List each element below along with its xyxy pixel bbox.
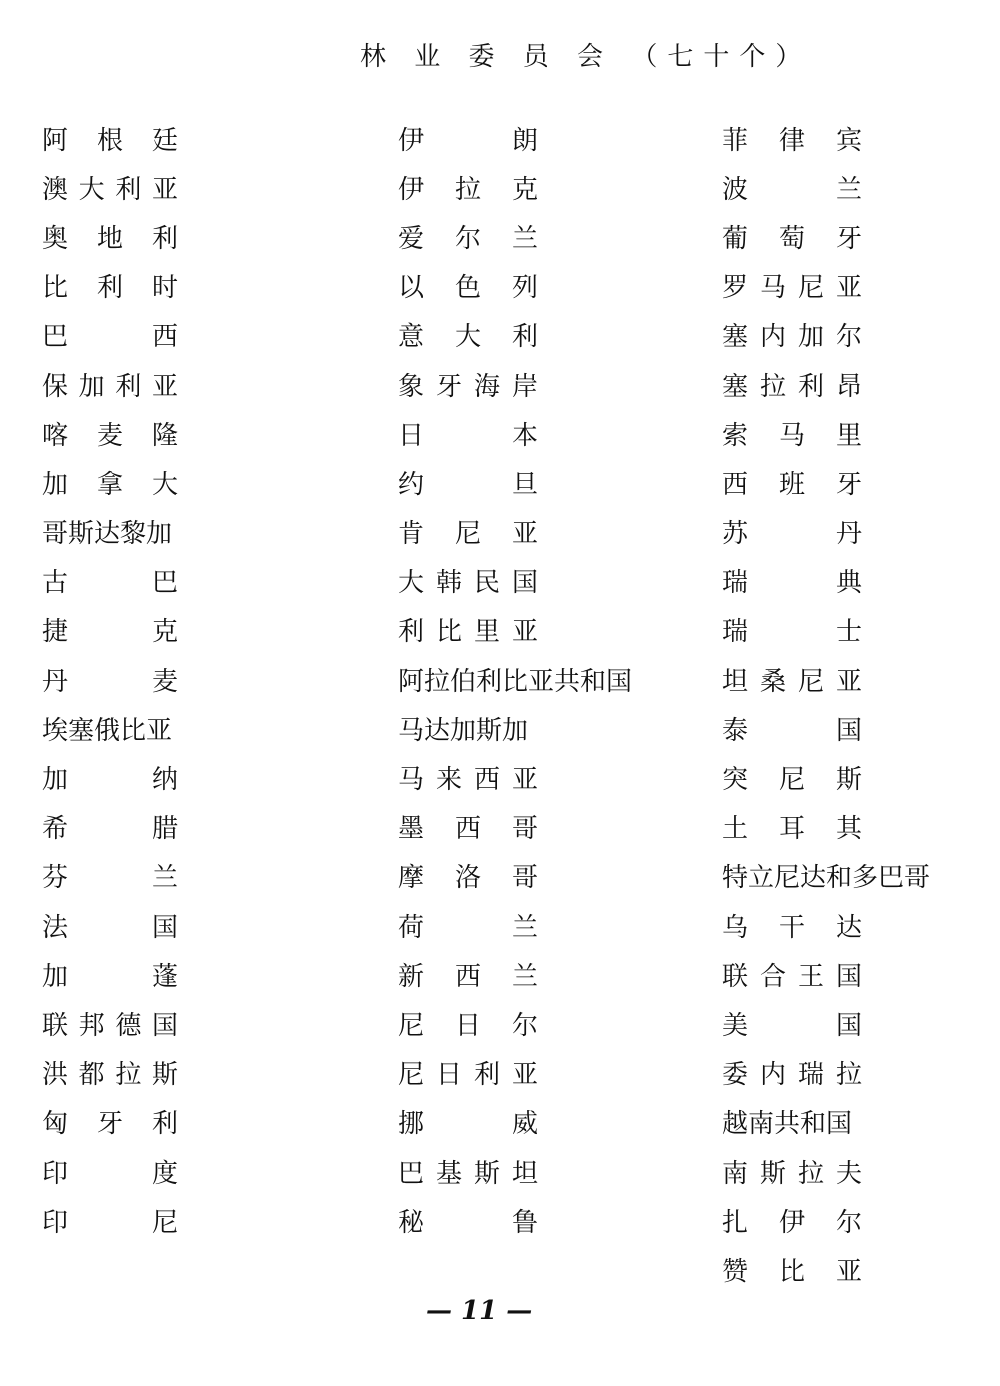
country-name: 挪 威 bbox=[398, 1109, 538, 1140]
country-name: 印 度 bbox=[42, 1158, 178, 1189]
country-name: 罗 马 尼 亚 bbox=[722, 273, 862, 304]
country-name: 哥斯达黎加 bbox=[42, 519, 173, 550]
country-name: 扎 伊 尔 bbox=[722, 1207, 862, 1238]
country-name: 加 蓬 bbox=[42, 961, 178, 992]
country-name: 阿 根 廷 bbox=[42, 125, 178, 156]
country-name: 墨 西 哥 bbox=[398, 814, 538, 845]
committee-title: 林 业 委 员 会 （七十个） bbox=[360, 42, 812, 72]
country-name: 南 斯 拉 夫 bbox=[722, 1158, 862, 1189]
country-name: 荷 兰 bbox=[398, 912, 538, 943]
country-name: 秘 鲁 bbox=[398, 1207, 538, 1238]
country-name: 马达加斯加 bbox=[398, 715, 529, 746]
country-name: 瑞 士 bbox=[722, 617, 862, 648]
country-column-1 bbox=[42, 116, 192, 1247]
country-name: 瑞 典 bbox=[722, 568, 862, 599]
country-name: 希 腊 bbox=[42, 814, 178, 845]
country-name: 联 合 王 国 bbox=[722, 961, 862, 992]
country-name: 土 耳 其 bbox=[722, 814, 862, 845]
country-column-2 bbox=[398, 116, 648, 1247]
country-name: 大 韩 民 国 bbox=[398, 568, 538, 599]
country-name: 丹 麦 bbox=[42, 666, 178, 697]
country-name: 以 色 列 bbox=[398, 273, 538, 304]
country-name: 芬 兰 bbox=[42, 863, 178, 894]
country-name: 塞 内 加 尔 bbox=[722, 322, 862, 353]
country-name: 爱 尔 兰 bbox=[398, 223, 538, 254]
country-name: 西 班 牙 bbox=[722, 469, 862, 500]
country-name: 埃塞俄比亚 bbox=[42, 715, 173, 746]
country-name: 泰 国 bbox=[722, 715, 862, 746]
country-name: 巴 西 bbox=[42, 322, 178, 353]
country-name: 美 国 bbox=[722, 1010, 862, 1041]
country-name: 约 旦 bbox=[398, 469, 538, 500]
country-name: 利 比 里 亚 bbox=[398, 617, 538, 648]
country-name: 菲 律 宾 bbox=[722, 125, 862, 156]
country-name: 古 巴 bbox=[42, 568, 178, 599]
country-name: 新 西 兰 bbox=[398, 961, 538, 992]
country-name: 突 尼 斯 bbox=[722, 765, 862, 796]
country-name: 伊 拉 克 bbox=[398, 174, 538, 205]
country-name: 联 邦 德 国 bbox=[42, 1010, 178, 1041]
country-name: 阿拉伯利比亚共和国 bbox=[398, 666, 633, 697]
country-name: 赞 比 亚 bbox=[722, 1256, 862, 1287]
country-name: 波 兰 bbox=[722, 174, 862, 205]
country-name: 索 马 里 bbox=[722, 420, 862, 451]
country-name: 摩 洛 哥 bbox=[398, 863, 538, 894]
country-name: 塞 拉 利 昂 bbox=[722, 371, 862, 402]
page-number: — 11 — bbox=[426, 1296, 533, 1326]
country-name: 加 纳 bbox=[42, 765, 178, 796]
country-name: 乌 干 达 bbox=[722, 912, 862, 943]
country-name: 马 来 西 亚 bbox=[398, 765, 538, 796]
country-name: 保 加 利 亚 bbox=[42, 371, 178, 402]
country-name: 尼 日 尔 bbox=[398, 1010, 538, 1041]
country-name: 苏 丹 bbox=[722, 519, 862, 550]
country-name: 洪 都 拉 斯 bbox=[42, 1060, 178, 1091]
country-name: 捷 克 bbox=[42, 617, 178, 648]
country-name: 日 本 bbox=[398, 420, 538, 451]
country-name: 印 尼 bbox=[42, 1207, 178, 1238]
country-name: 加 拿 大 bbox=[42, 469, 178, 500]
country-name: 匈 牙 利 bbox=[42, 1109, 178, 1140]
country-name: 法 国 bbox=[42, 912, 178, 943]
country-name: 巴 基 斯 坦 bbox=[398, 1158, 538, 1189]
country-column-3 bbox=[722, 116, 952, 1297]
country-name: 澳 大 利 亚 bbox=[42, 174, 178, 205]
country-name: 委 内 瑞 拉 bbox=[722, 1060, 862, 1091]
country-name: 越南共和国 bbox=[722, 1109, 853, 1140]
country-name: 象 牙 海 岸 bbox=[398, 371, 538, 402]
country-name: 比 利 时 bbox=[42, 273, 178, 304]
country-name: 肯 尼 亚 bbox=[398, 519, 538, 550]
country-name: 葡 萄 牙 bbox=[722, 223, 862, 254]
country-name: 伊 朗 bbox=[398, 125, 538, 156]
country-name: 喀 麦 隆 bbox=[42, 420, 178, 451]
country-name: 奥 地 利 bbox=[42, 223, 178, 254]
country-name: 意 大 利 bbox=[398, 322, 538, 353]
country-name: 坦 桑 尼 亚 bbox=[722, 666, 862, 697]
country-name: 特立尼达和多巴哥 bbox=[722, 863, 931, 894]
country-name: 尼 日 利 亚 bbox=[398, 1060, 538, 1091]
